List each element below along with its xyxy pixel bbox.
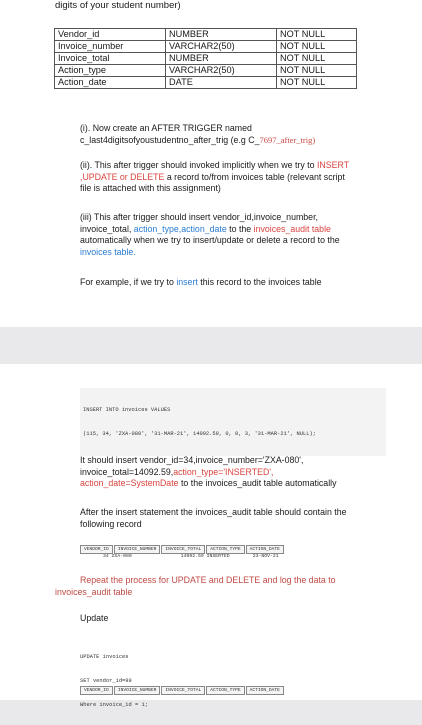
update-code-snippet: UPDATE invoices SET vendor_id=99 Where invoice_id = 1;	[80, 654, 148, 708]
instruction-i-line2: c_last4digitsofyoustudentno_after_trig (e.g C_7697_after_trig)	[80, 134, 316, 145]
schema-row	[55, 77, 357, 89]
instruction-ii: (ii). This after trigger should invoked implicitly when we try to INSERT ,UPDATE or DELETE a record to/from invoices table (relevant script file is attached with this assignment)	[80, 160, 350, 194]
audit-data-row: 34 ZXA-080 14092.59 INSERTED 23-NOV-21	[80, 554, 279, 559]
column-name-cell: Vendor_id	[55, 29, 166, 41]
intro-text: digits of your student number)	[55, 0, 181, 11]
constraint-cell: NOT NULL	[277, 77, 357, 89]
instruction-iii: (iii) This after trigger should insert vendor_id,invoice_number, invoice_total, action_type,action_date to the invoices_audit table automatically when we try to insert/update or delete a record to the invoices table.	[80, 212, 340, 257]
data-type-cell: NUMBER	[166, 53, 277, 65]
audit-header-row	[80, 545, 285, 554]
document-page-2	[0, 364, 422, 708]
constraint-cell: NOT NULL	[277, 53, 357, 65]
audit-column-header: INVOICE_NUMBER	[114, 686, 161, 695]
audit-column-header: INVOICE_TOTAL	[161, 545, 205, 554]
after-insert-text: After the insert statement the invoices_audit table should contain the following record	[80, 507, 347, 529]
schema-row	[55, 29, 357, 41]
schema-row	[55, 53, 357, 65]
data-type-cell: VARCHAR2(50)	[166, 41, 277, 53]
column-name-cell: Invoice_number	[55, 41, 166, 53]
column-name-cell: Invoice_total	[55, 53, 166, 65]
insert-explanation: It should insert vendor_id=34,invoice_number='ZXA-080', invoice_total=14092.59,action_type='INSERTED', action_date=SystemDate to the invoices_audit table automatically	[80, 455, 337, 489]
instruction-i-line1: (i). Now create an AFTER TRIGGER named	[80, 123, 252, 133]
audit-column-header: ACTION_TYPE	[206, 545, 244, 554]
column-name-cell: Action_type	[55, 65, 166, 77]
audit-column-header: INVOICE_TOTAL	[161, 686, 205, 695]
audit-column-header: ACTION_DATE	[246, 686, 284, 695]
update-result-grid	[80, 686, 285, 695]
repeat-instruction: Repeat the process for UPDATE and DELETE and log the data to invoices_audit table	[55, 575, 336, 597]
audit-column-header: INVOICE_NUMBER	[114, 545, 161, 554]
insert-code-snippet: INSERT INTO invoices VALUES (115, 34, 'ZXA-080', '31-MAR-21', 14092.59, 0, 0, 3, '31-MAR-21', NULL);	[80, 388, 386, 456]
schema-table	[54, 28, 357, 89]
handwritten-example: 7697_after_trig)	[259, 134, 316, 145]
audit-column-header: ACTION_TYPE	[206, 686, 244, 695]
audit-column-header: VENDOR_ID	[80, 686, 113, 695]
audit-column-header: VENDOR_ID	[80, 545, 113, 554]
audit-result-grid	[80, 545, 285, 559]
schema-row	[55, 65, 357, 77]
audit-column-header: ACTION_DATE	[246, 545, 284, 554]
constraint-cell: NOT NULL	[277, 29, 357, 41]
data-type-cell: DATE	[166, 77, 277, 89]
audit-header-row	[80, 686, 285, 695]
schema-row	[55, 41, 357, 53]
column-name-cell: Action_date	[55, 77, 166, 89]
constraint-cell: NOT NULL	[277, 41, 357, 53]
constraint-cell: NOT NULL	[277, 65, 357, 77]
example-intro: For example, if we try to insert this record to the invoices table	[80, 277, 322, 287]
data-type-cell: NUMBER	[166, 29, 277, 41]
instruction-i	[80, 123, 380, 146]
update-heading: Update	[80, 613, 109, 623]
data-type-cell: VARCHAR2(50)	[166, 65, 277, 77]
document-page-1	[0, 0, 422, 327]
